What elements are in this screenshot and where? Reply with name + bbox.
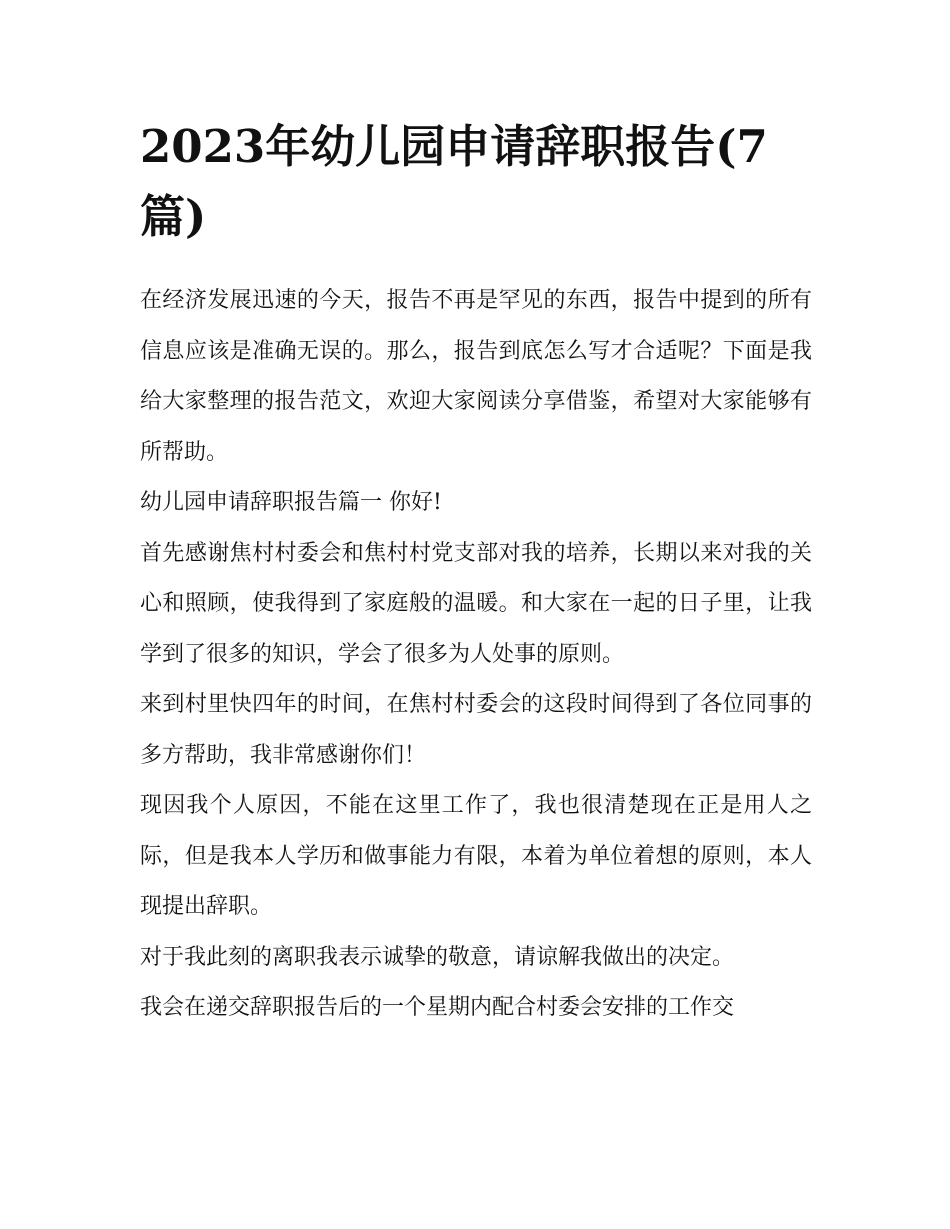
body-paragraph: 来到村里快四年的时间，在焦村村委会的这段时间得到了各位同事的多方帮助，我非常感谢你们！ xyxy=(140,692,812,768)
section-heading-paragraph: 幼儿园申请辞职报告篇一 你好! xyxy=(140,490,442,515)
document-title: 2023年幼儿园申请辞职报告(7篇) xyxy=(140,120,768,243)
document-body xyxy=(140,112,812,1034)
body-paragraph: 我会在递交辞职报告后的一个星期内配合村委会安排的工作交 xyxy=(140,995,735,1020)
body-paragraph: 首先感谢焦村村委会和焦村村党支部对我的培养，长期以来对我的关心和照顾，使我得到了家庭般的温暖。和大家在一起的日子里，让我学到了很多的知识，学会了很多为人处事的原则。 xyxy=(140,540,812,667)
body-paragraph: 现因我个人原因，不能在这里工作了，我也很清楚现在正是用人之际，但是我本人学历和做事能力有限，本着为单位着想的原则，本人现提出辞职。 xyxy=(140,793,812,919)
body-paragraph: 对于我此刻的离职我表示诚挚的敬意，请谅解我做出的决定。 xyxy=(140,944,735,970)
intro-paragraph: 在经济发展迅速的今天，报告不再是罕见的东西，报告中提到的所有信息应该是准确无误的。那么，报告到底怎么写才合适呢？下面是我给大家整理的报告范文，欢迎大家阅读分享借鉴，希望对大家能够有所帮助。 xyxy=(140,288,812,465)
